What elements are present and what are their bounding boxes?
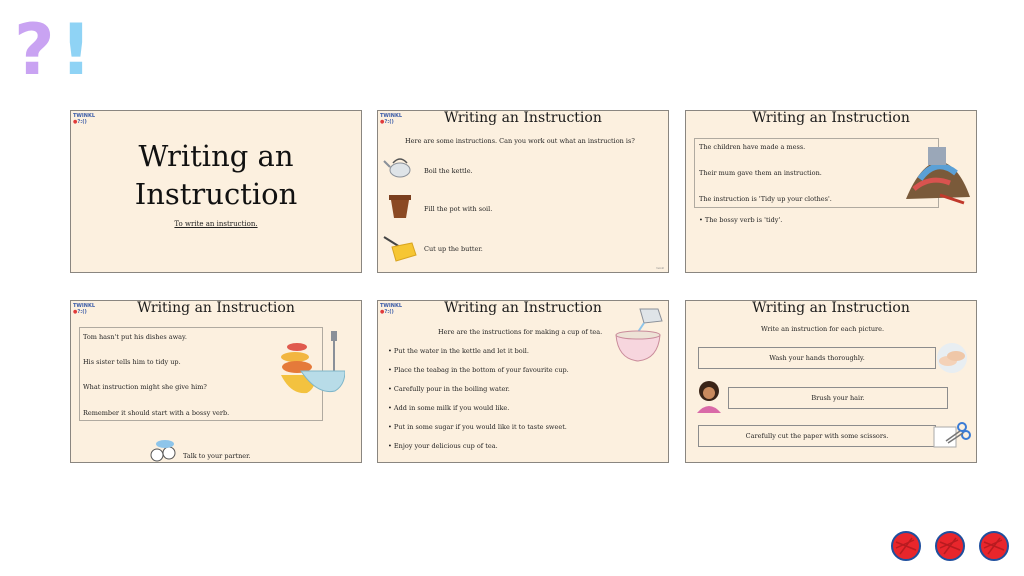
list-item-text: Place the teabag in the bottom of your favourite cup. <box>393 366 569 374</box>
slide-thumbnail-5[interactable] <box>377 300 669 463</box>
list-item: • Place the teabag in the bottom of your favourite cup. <box>388 366 569 374</box>
instruction-box: Carefully cut the paper with some scissors. <box>698 425 936 447</box>
text-line: His sister tells him to tidy up. <box>83 358 181 366</box>
instruction-item: Boil the kettle. <box>424 167 473 175</box>
list-item-text: Add in some milk if you would like. <box>393 404 510 412</box>
list-item: • Enjoy your delicious cup of tea. <box>388 442 498 450</box>
text-line: Remember it should start with a bossy verb. <box>83 409 230 417</box>
text-line: The instruction is 'Tidy up your clothes'. <box>699 195 832 203</box>
list-item-text: Enjoy your delicious cup of tea. <box>393 442 498 450</box>
logo: TWINKL ●?:() <box>380 113 403 125</box>
list-item: • Add in some milk if you would like. <box>388 404 510 412</box>
svg-text:!: ! <box>60 9 92 84</box>
slide-title: Writing an Instruction <box>444 300 602 316</box>
dishes-icon <box>277 329 345 397</box>
kettle-icon <box>382 155 416 179</box>
clothes-pile-icon <box>900 139 974 205</box>
red-dot-icon <box>980 532 1008 560</box>
slide-intro: Here are some instructions. Can you work out what an instruction is? <box>405 137 635 145</box>
list-item-text: Carefully pour in the boiling water. <box>393 385 510 393</box>
bullet-point: • The bossy verb is 'tidy'. <box>699 216 783 224</box>
brand-question-exclamation-icon <box>14 8 94 84</box>
logo: TWINKL ●?:() <box>73 303 96 315</box>
svg-text:?: ? <box>14 9 55 84</box>
list-item-text: Put the water in the kettle and let it boil. <box>393 347 529 355</box>
teacup-kettle-icon <box>614 305 668 363</box>
slide-intro: Write an instruction for each picture. <box>761 325 885 333</box>
text-line: The children have made a mess. <box>699 143 806 151</box>
list-item-text: Put in some sugar if you would like it to taste sweet. <box>393 423 567 431</box>
footer-text: twinkl <box>656 267 664 270</box>
washing-hands-icon <box>932 341 972 375</box>
plant-pot-icon <box>388 193 412 219</box>
instruction-item: Fill the pot with soil. <box>424 205 493 213</box>
slide-thumbnail-4[interactable] <box>70 300 362 463</box>
slide-thumbnail-1[interactable] <box>70 110 362 273</box>
decorative-dots <box>888 528 1014 564</box>
butter-knife-icon <box>382 233 418 263</box>
slide-thumbnail-6[interactable] <box>685 300 977 463</box>
text-line: Their mum gave them an instruction. <box>699 169 822 177</box>
bullet-text: The bossy verb is 'tidy'. <box>704 216 783 224</box>
list-item: • Put the water in the kettle and let it boil. <box>388 347 529 355</box>
logo: TWINKL ●?:() <box>380 303 403 315</box>
red-dot-icon <box>936 532 964 560</box>
text-line: Tom hasn't put his dishes away. <box>83 333 187 341</box>
slide-subtitle: To write an instruction. <box>174 220 258 228</box>
girl-brushing-hair-icon <box>694 379 724 413</box>
slide-intro: Here are the instructions for making a cup of tea. <box>438 328 603 336</box>
instruction-item: Cut up the butter. <box>424 245 483 253</box>
list-item: • Put in some sugar if you would like it to taste sweet. <box>388 423 567 431</box>
list-item: • Carefully pour in the boiling water. <box>388 385 510 393</box>
red-dot-icon <box>892 532 920 560</box>
slide-title: Writing an Instruction <box>137 300 295 316</box>
text-line: What instruction might she give him? <box>83 383 207 391</box>
instruction-box: Brush your hair. <box>728 387 948 409</box>
talk-prompt: Talk to your partner. <box>183 452 251 460</box>
slide-main-title: Writing an Instruction <box>134 139 298 211</box>
slide-title: Writing an Instruction <box>752 110 910 126</box>
slide-thumbnail-3[interactable] <box>685 110 977 273</box>
slide-title: Writing an Instruction <box>752 300 910 316</box>
scissors-paper-icon <box>932 419 972 451</box>
instruction-box: Wash your hands thoroughly. <box>698 347 936 369</box>
logo: TWINKL ●?:() <box>73 113 96 125</box>
slide-title: Writing an Instruction <box>444 110 602 126</box>
talk-partner-icon <box>149 439 179 463</box>
slide-thumbnail-2[interactable] <box>377 110 669 273</box>
